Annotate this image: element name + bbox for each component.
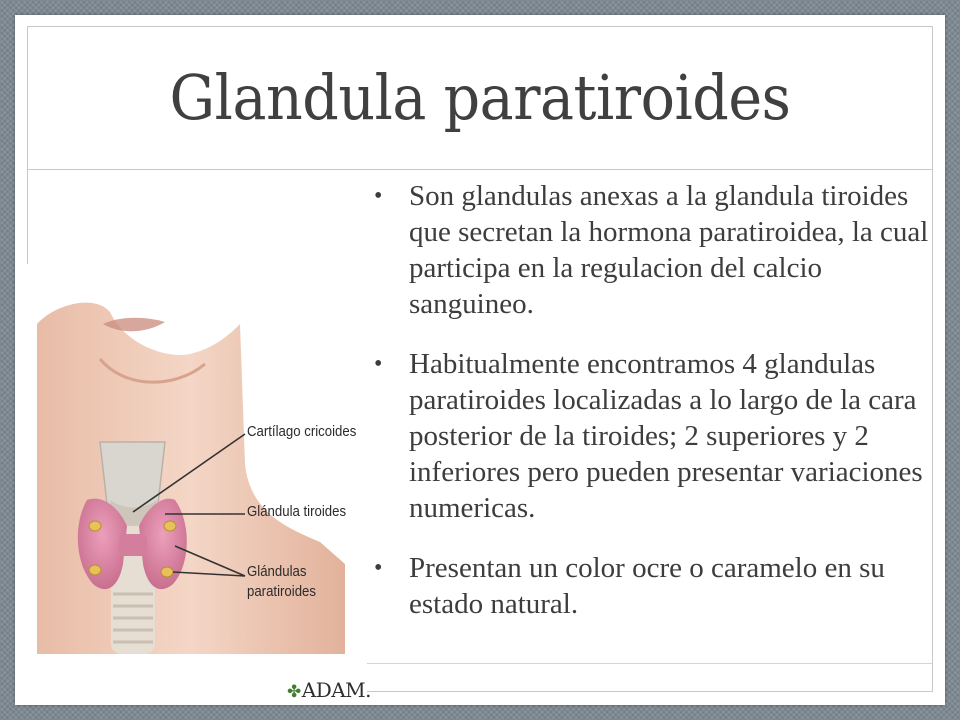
bullet-item [370,550,940,622]
bullet-icon: • [374,555,383,581]
leaf-icon: ✤ [287,682,301,702]
thyroid-isthmus [119,534,147,556]
label-thyroid-gland: Glándula tiroides [247,503,347,520]
larynx-shape [100,442,165,512]
label-cricoid-cartilage: Cartílago cricoides [247,423,357,440]
bullet-text: Son glandulas anexas a la glandula tiroides que secretan la hormona paratiroidea, la cual participa en la regulacion del calcio sanguineo. [409,180,929,320]
label-parathyroid-line2: paratiroides [247,583,316,600]
bullet-text: Presentan un color ocre o caramelo en su estado natural. [409,552,885,620]
neck-illustration [15,264,367,692]
title-divider [27,169,933,170]
anatomy-figure [15,264,372,702]
adam-logo-text: ADAM. [301,678,372,702]
neck-shape [35,303,345,654]
bullet-icon: • [374,183,383,209]
adam-logo [287,678,371,702]
slide [15,15,945,705]
bullet-item [370,178,940,322]
slide-title: Glandula paratiroides [169,61,791,134]
bullet-list [370,178,940,646]
figure-margin [15,324,37,654]
bullet-text: Habitualmente encontramos 4 glandulas paratiroides localizadas a lo largo de la cara posterior de la tiroides; 2 superiores y 2 inferiores pero pueden presentar variaciones numericas. [409,348,923,524]
bullet-icon: • [374,351,383,377]
bullet-item [370,346,940,526]
label-parathyroid-line1: Glándulas [247,563,307,580]
